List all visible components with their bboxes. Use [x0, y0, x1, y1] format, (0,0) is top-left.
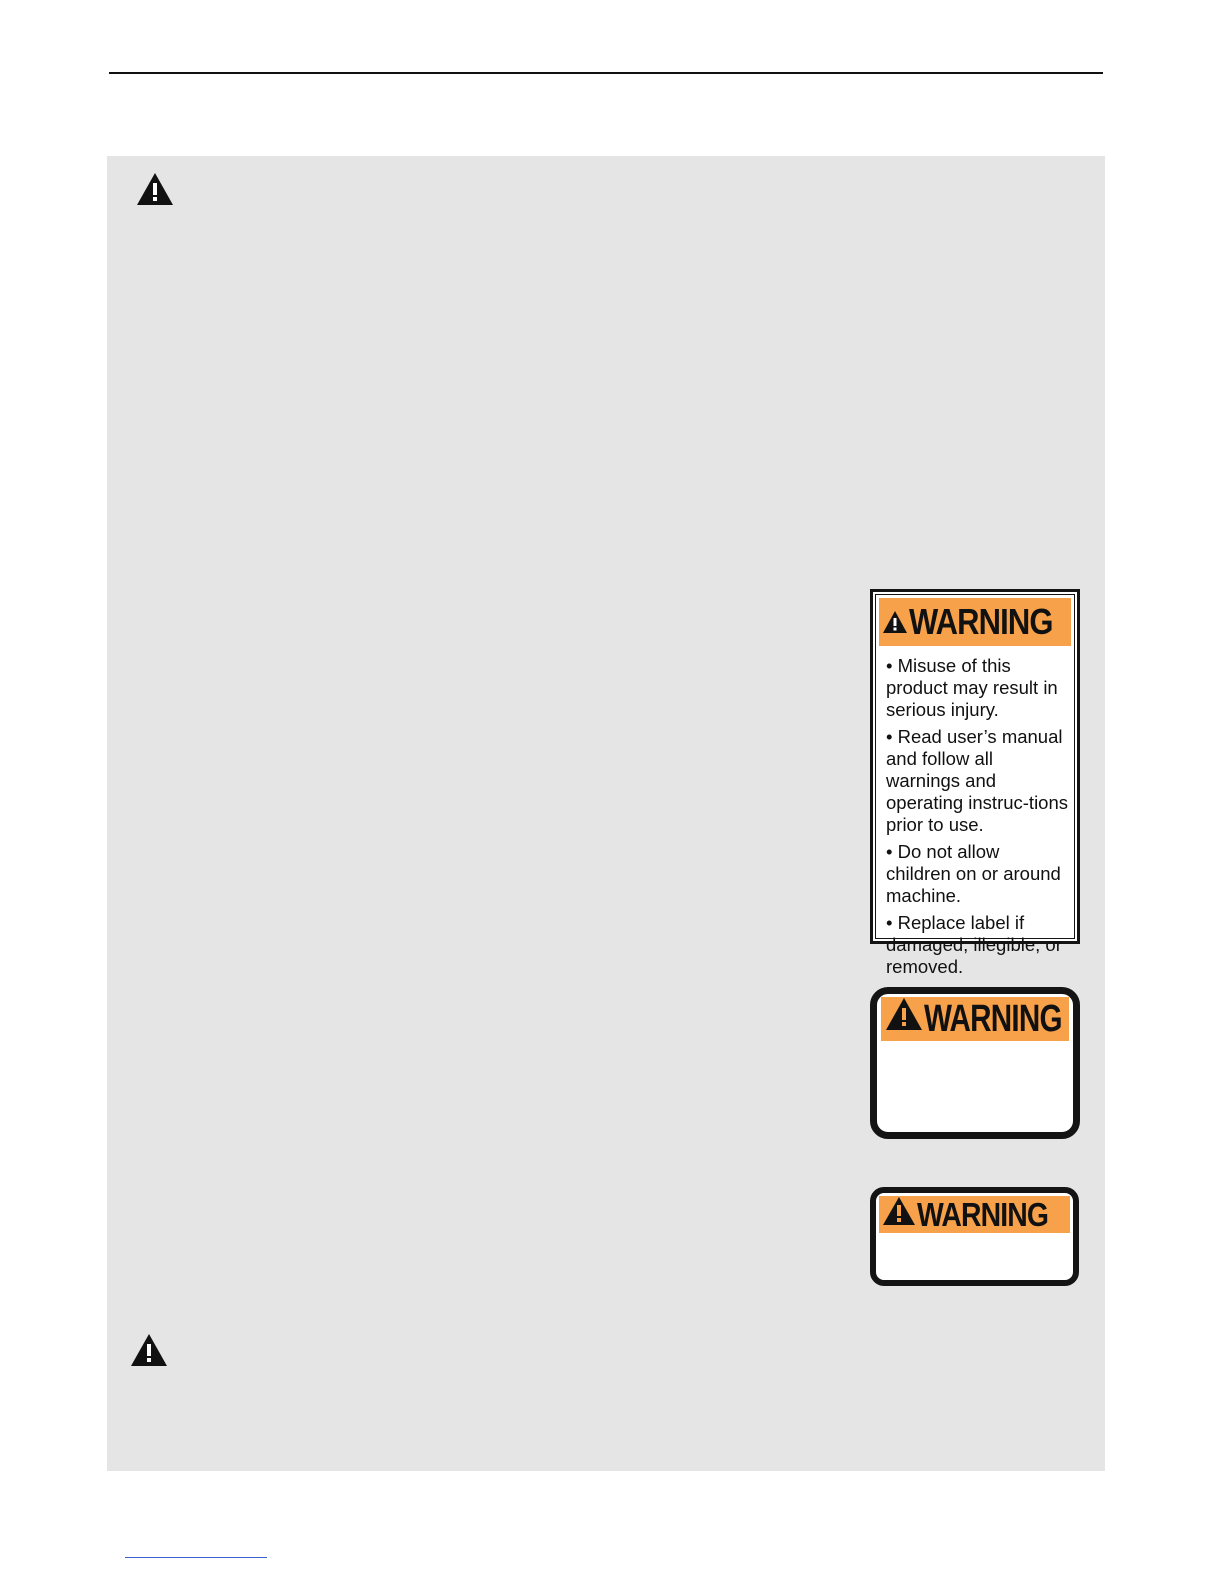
warning-label-title: WARNING	[924, 997, 1062, 1040]
warning-label-header	[879, 598, 1071, 646]
warning-triangle-icon	[882, 601, 908, 643]
warning-triangle-icon	[130, 1333, 168, 1367]
warning-label-header	[881, 997, 1069, 1041]
warning-bullet: • Misuse of this product may result in serious injury.	[886, 655, 1058, 720]
warning-bullet: • Replace label if damaged, illegible, or removed.	[886, 912, 1062, 977]
warning-label-title: WARNING	[909, 601, 1053, 642]
warning-bullet: • Do not allow children on or around machine.	[886, 841, 1061, 906]
warning-label-medium	[870, 987, 1080, 1139]
warning-label-large	[870, 589, 1080, 977]
warning-label-body	[876, 646, 1074, 978]
warning-label-title: WARNING	[917, 1195, 1049, 1233]
warning-label-header	[879, 1196, 1070, 1233]
warning-bullet: • Read user’s manual and follow all warnings and operating instruc-tions prior to use.	[886, 726, 1069, 835]
footer-link-underline[interactable]	[125, 1557, 267, 1558]
warning-triangle-icon	[136, 172, 174, 206]
warning-triangle-icon	[882, 1196, 916, 1234]
warning-label-small	[870, 1187, 1079, 1286]
header-rule	[109, 72, 1103, 74]
warning-triangle-icon	[885, 997, 923, 1041]
